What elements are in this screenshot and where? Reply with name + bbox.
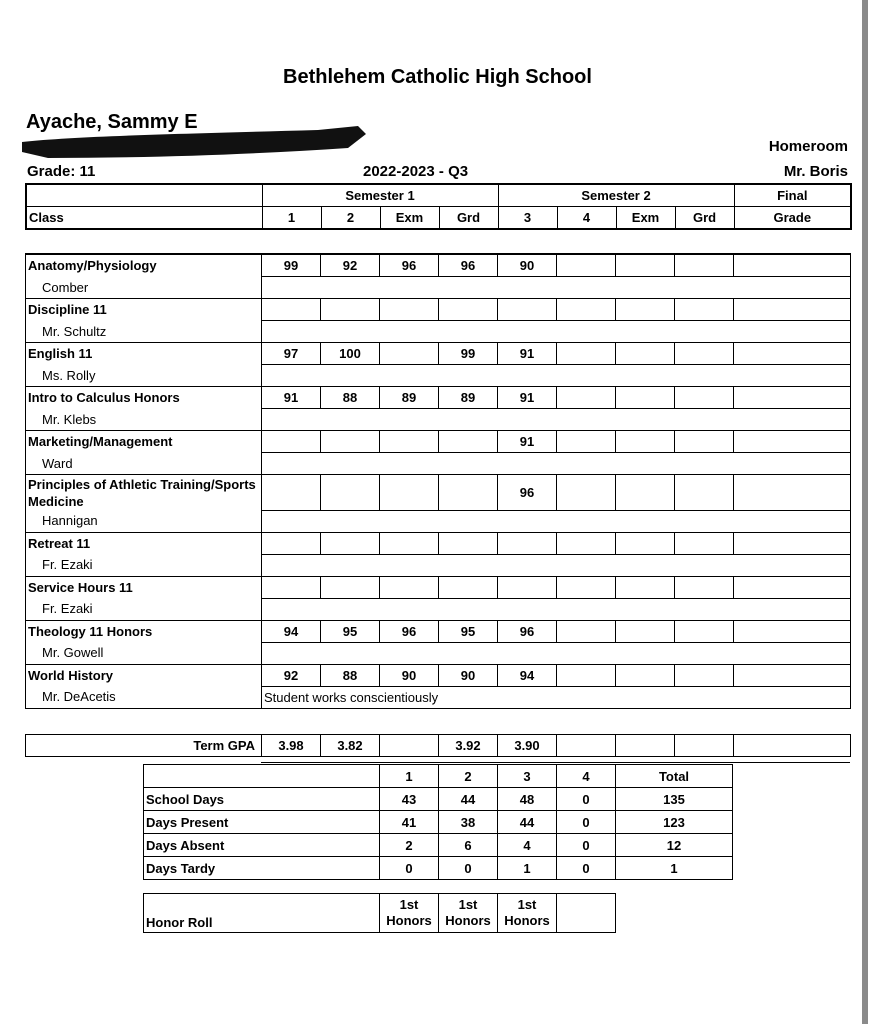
teacher-row: [26, 453, 851, 475]
teacher-name: Ward: [26, 453, 262, 475]
class-row: [26, 387, 851, 409]
grade-cell: [262, 532, 321, 554]
grade-cell: [734, 576, 851, 598]
attendance-cell: 0: [380, 857, 439, 880]
grade-cell: [557, 475, 616, 511]
gpa-cell: 3.82: [321, 735, 380, 757]
divider-line: [261, 762, 850, 763]
grade-cell: 90: [498, 254, 557, 277]
grade-cell: 95: [439, 620, 498, 642]
grade-cell: 100: [321, 343, 380, 365]
class-name: Marketing/Management: [26, 431, 262, 453]
teacher-name: Mr. Gowell: [26, 642, 262, 664]
gpa-cell: 3.90: [498, 735, 557, 757]
grade-cell: [498, 576, 557, 598]
gpa-cell: [734, 735, 851, 757]
col-header: Exm: [616, 207, 675, 230]
teacher-row: [26, 510, 851, 532]
grade-cell: [734, 387, 851, 409]
class-name: English 11: [26, 343, 262, 365]
grade-cell: [321, 299, 380, 321]
grade-cell: 89: [439, 387, 498, 409]
page-edge: [862, 0, 868, 1024]
grade-cell: 96: [498, 475, 557, 511]
grade-cell: [616, 431, 675, 453]
grade-cell: [439, 431, 498, 453]
teacher-comment: [262, 277, 851, 299]
grade-cell: [557, 664, 616, 686]
attendance-table: [143, 764, 733, 880]
teacher-name: Fr. Ezaki: [26, 554, 262, 576]
attendance-col-header: 4: [557, 765, 616, 788]
col-header: 2: [321, 207, 380, 230]
grade-cell: [734, 620, 851, 642]
grade-cell: [675, 431, 734, 453]
attendance-cell: 0: [557, 811, 616, 834]
grade-cell: 91: [498, 343, 557, 365]
grade-cell: [262, 576, 321, 598]
col-header: 3: [498, 207, 557, 230]
grade-cell: [380, 475, 439, 511]
class-label: Class: [26, 207, 262, 230]
grade-cell: [321, 532, 380, 554]
col-header: Grd: [675, 207, 734, 230]
grade-cell: [675, 532, 734, 554]
grade-cell: [675, 576, 734, 598]
teacher-row: [26, 365, 851, 387]
attendance-cell: 44: [439, 788, 498, 811]
grade-cell: [616, 475, 675, 511]
honor-roll-cell: 1st Honors: [439, 894, 498, 933]
semester2-label: Semester 2: [498, 184, 734, 207]
attendance-cell: 48: [498, 788, 557, 811]
teacher-comment: [262, 642, 851, 664]
grade-cell: 96: [439, 254, 498, 277]
attendance-row: [144, 811, 733, 834]
attendance-cell: 43: [380, 788, 439, 811]
class-row: [26, 664, 851, 686]
grade-cell: 88: [321, 387, 380, 409]
grade-cell: [439, 532, 498, 554]
grade-cell: [321, 475, 380, 511]
grade-cell: [734, 254, 851, 277]
grade-cell: [616, 343, 675, 365]
attendance-cell: 38: [439, 811, 498, 834]
grade-cell: [675, 620, 734, 642]
class-name: Retreat 11: [26, 532, 262, 554]
grade-cell: [380, 343, 439, 365]
attendance-row: [144, 834, 733, 857]
teacher-comment: [262, 409, 851, 431]
grade-cell: [675, 387, 734, 409]
class-name: Intro to Calculus Honors: [26, 387, 262, 409]
gpa-cell: 3.98: [262, 735, 321, 757]
term-gpa-table: [25, 734, 851, 757]
grade-cell: 97: [262, 343, 321, 365]
grade-cell: [262, 299, 321, 321]
class-row: [26, 431, 851, 453]
attendance-cell: 1: [616, 857, 733, 880]
class-name: World History: [26, 664, 262, 686]
attendance-row: [144, 857, 733, 880]
honor-roll-cell: [557, 894, 616, 933]
teacher-name: Mr. Schultz: [26, 321, 262, 343]
grade-cell: [321, 431, 380, 453]
grade-cell: [616, 664, 675, 686]
teacher-name: Comber: [26, 277, 262, 299]
final-grade-label: Grade: [734, 207, 851, 230]
grade-cell: [380, 532, 439, 554]
grade-cell: [675, 299, 734, 321]
attendance-cell: 0: [557, 788, 616, 811]
grade-cell: [321, 576, 380, 598]
attendance-cell: 0: [557, 834, 616, 857]
grade-cell: 90: [439, 664, 498, 686]
homeroom-teacher: Mr. Boris: [783, 163, 848, 180]
grade-cell: [380, 576, 439, 598]
col-header: 4: [557, 207, 616, 230]
teacher-comment: [262, 598, 851, 620]
attendance-cell: 2: [380, 834, 439, 857]
grade-cell: [616, 576, 675, 598]
honor-roll-cell: 1st Honors: [380, 894, 439, 933]
teacher-row: [26, 642, 851, 664]
grade-cell: 92: [262, 664, 321, 686]
gpa-row: [26, 735, 851, 757]
grade-cell: 91: [262, 387, 321, 409]
semester1-label: Semester 1: [262, 184, 498, 207]
term-gpa-label: Term GPA: [26, 735, 262, 757]
grade-cell: [557, 576, 616, 598]
teacher-name: Mr. DeAcetis: [26, 686, 262, 708]
teacher-comment: [262, 365, 851, 387]
grade-cell: 91: [498, 431, 557, 453]
class-row: [26, 620, 851, 642]
grade-cell: 91: [498, 387, 557, 409]
attendance-row: [144, 788, 733, 811]
class-name: Anatomy/Physiology: [26, 254, 262, 277]
grade-cell: 96: [380, 620, 439, 642]
class-name: Theology 11 Honors: [26, 620, 262, 642]
attendance-cell: 44: [498, 811, 557, 834]
col-header: 1: [262, 207, 321, 230]
class-row: [26, 475, 851, 511]
attendance-cell: 135: [616, 788, 733, 811]
attendance-col-header: 2: [439, 765, 498, 788]
class-row: [26, 576, 851, 598]
attendance-cell: 0: [557, 857, 616, 880]
grade-cell: 94: [262, 620, 321, 642]
grade-cell: 95: [321, 620, 380, 642]
term-label: 2022-2023 - Q3: [363, 163, 469, 180]
grade-cell: [557, 620, 616, 642]
attendance-cell: 1: [498, 857, 557, 880]
attendance-cell: 0: [439, 857, 498, 880]
grade-cell: [262, 475, 321, 511]
grade-cell: [557, 343, 616, 365]
grade-cell: [734, 475, 851, 511]
attendance-cell: 4: [498, 834, 557, 857]
grade-cell: [498, 532, 557, 554]
gpa-cell: [675, 735, 734, 757]
grade-cell: [380, 431, 439, 453]
grade-cell: 96: [498, 620, 557, 642]
grade-cell: [557, 431, 616, 453]
student-name: Ayache, Sammy E: [26, 111, 198, 133]
teacher-comment: Student works conscientiously: [262, 686, 851, 708]
grade-cell: [439, 475, 498, 511]
grades-header: [25, 183, 852, 230]
grade-cell: [616, 254, 675, 277]
grade-cell: [734, 664, 851, 686]
class-name: Discipline 11: [26, 299, 262, 321]
grade-cell: [262, 431, 321, 453]
grade-cell: 96: [380, 254, 439, 277]
grade-cell: 89: [380, 387, 439, 409]
grade-cell: [734, 343, 851, 365]
teacher-row: [26, 409, 851, 431]
grade-cell: [439, 299, 498, 321]
grade-cell: 94: [498, 664, 557, 686]
teacher-name: Mr. Klebs: [26, 409, 262, 431]
attendance-cell: 123: [616, 811, 733, 834]
attendance-label: Days Absent: [144, 834, 380, 857]
teacher-row: [26, 598, 851, 620]
grade-cell: [734, 431, 851, 453]
attendance-col-header: 3: [498, 765, 557, 788]
attendance-label: Days Tardy: [144, 857, 380, 880]
grade-cell: 99: [262, 254, 321, 277]
grade-cell: [616, 620, 675, 642]
attendance-col-header: 1: [380, 765, 439, 788]
class-row: [26, 532, 851, 554]
teacher-name: Ms. Rolly: [26, 365, 262, 387]
grade-cell: [616, 299, 675, 321]
grade-cell: 88: [321, 664, 380, 686]
grade-cell: 90: [380, 664, 439, 686]
teacher-row: [26, 277, 851, 299]
redaction-mark: [18, 124, 368, 160]
school-name: Bethlehem Catholic High School: [283, 66, 592, 88]
class-name: Service Hours 11: [26, 576, 262, 598]
attendance-label: School Days: [144, 788, 380, 811]
grade-cell: [557, 299, 616, 321]
class-row: [26, 299, 851, 321]
gpa-cell: 3.92: [439, 735, 498, 757]
teacher-comment: [262, 510, 851, 532]
attendance-label: Days Present: [144, 811, 380, 834]
teacher-row: [26, 686, 851, 708]
gpa-cell: [380, 735, 439, 757]
grade-cell: [734, 299, 851, 321]
grades-table: [25, 253, 851, 709]
grade-cell: [557, 387, 616, 409]
grade-cell: [439, 576, 498, 598]
honor-roll-table: [143, 893, 616, 933]
teacher-comment: [262, 321, 851, 343]
attendance-cell: 41: [380, 811, 439, 834]
honor-roll-row: [144, 894, 616, 933]
grade-cell: [557, 532, 616, 554]
attendance-corner: [144, 765, 380, 788]
grade-cell: [498, 299, 557, 321]
attendance-cell: 12: [616, 834, 733, 857]
teacher-comment: [262, 554, 851, 576]
teacher-name: Fr. Ezaki: [26, 598, 262, 620]
gpa-cell: [616, 735, 675, 757]
col-header: Grd: [439, 207, 498, 230]
class-row: [26, 254, 851, 277]
class-name: Principles of Athletic Training/Sports Medicine: [26, 475, 262, 511]
grade-cell: 99: [439, 343, 498, 365]
attendance-col-header: Total: [616, 765, 733, 788]
grade-cell: [616, 532, 675, 554]
class-row: [26, 343, 851, 365]
gpa-cell: [557, 735, 616, 757]
grade-cell: [734, 532, 851, 554]
attendance-cell: 6: [439, 834, 498, 857]
grade-cell: [675, 254, 734, 277]
grade-level: Grade: 11: [27, 163, 96, 180]
teacher-name: Hannigan: [26, 510, 262, 532]
final-label: Final: [777, 188, 808, 203]
grade-cell: [675, 343, 734, 365]
teacher-row: [26, 554, 851, 576]
grade-cell: [675, 475, 734, 511]
grade-cell: [675, 664, 734, 686]
col-header: Exm: [380, 207, 439, 230]
grade-cell: 92: [321, 254, 380, 277]
grade-cell: [557, 254, 616, 277]
honor-roll-label: Honor Roll: [144, 894, 380, 933]
grade-cell: [616, 387, 675, 409]
attendance-header: [144, 765, 733, 788]
honor-roll-cell: 1st Honors: [498, 894, 557, 933]
grade-cell: [380, 299, 439, 321]
teacher-row: [26, 321, 851, 343]
homeroom-label: Homeroom: [768, 138, 848, 155]
teacher-comment: [262, 453, 851, 475]
